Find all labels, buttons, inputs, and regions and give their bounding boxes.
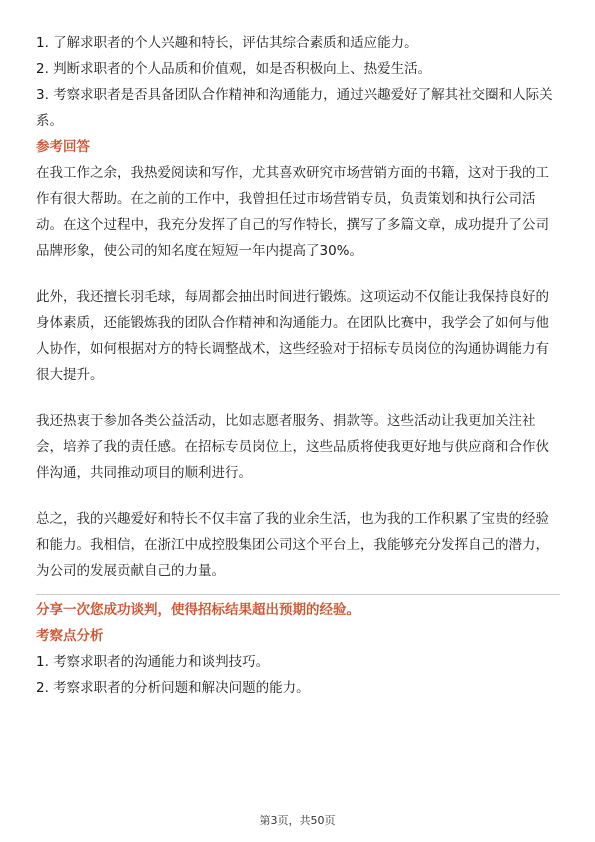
next-question-heading: 分享一次您成功谈判，使得招标结果超出预期的经验。 — [36, 602, 360, 618]
answer-paragraph: 在我工作之余，我热爱阅读和写作，尤其喜欢研究市场营销方面的书籍，这对于我的工作有很大帮助。在之前的工作中，我曾担任过市场营销专员，负责策划和执行公司活动。在这个过程中，我充分发挥了自己的写作特长，撰写了多篇文章，成功提升了公司品牌形象，使公司的知名度在短短一年内提高了30%。 — [36, 165, 549, 259]
page-number: 第3页，共50页 — [259, 814, 336, 827]
document-page — [36, 30, 560, 701]
analysis-heading: 考察点分析 — [36, 628, 104, 644]
section-divider — [36, 594, 560, 595]
list-item: 2. 判断求职者的个人品质和价值观，如是否积极向上、热爱生活。 — [36, 61, 432, 77]
list-item: 2. 考察求职者的分析问题和解决问题的能力。 — [36, 680, 310, 696]
intro-points-list — [36, 30, 560, 134]
list-item: 1. 了解求职者的个人兴趣和特长，评估其综合素质和适应能力。 — [36, 35, 418, 51]
paragraph-spacer — [36, 264, 560, 284]
analysis-points-list — [36, 649, 560, 701]
list-item: 3. 考察求职者是否具备团队合作精神和沟通能力，通过兴趣爱好了解其社交圈和人际关系。 — [36, 87, 553, 129]
answer-paragraph: 此外，我还擅长羽毛球，每周都会抽出时间进行锻炼。这项运动不仅能让我保持良好的身体素质，还能锻炼我的团队合作精神和沟通能力。在团队比赛中，我学会了如何与他人协作，如何根据对方的特长调整战术，这些经验对于招标专员岗位的沟通协调能力有很大提升。 — [36, 289, 549, 383]
answer-paragraph: 我还热衷于参加各类公益活动，比如志愿者服务、捐款等。这些活动让我更加关注社会，培养了我的责任感。在招标专员岗位上，这些品质将使我更好地与供应商和合作伙伴沟通，共同推动项目的顺利进行。 — [36, 413, 549, 481]
answer-paragraph: 总之，我的兴趣爱好和特长不仅丰富了我的业余生活，也为我的工作积累了宝贵的经验和能力。我相信，在浙江中成控股集团公司这个平台上，我能够充分发挥自己的潜力，为公司的发展贡献自己的力量。 — [36, 511, 549, 579]
list-item: 1. 考察求职者的沟通能力和谈判技巧。 — [36, 654, 270, 670]
paragraph-spacer — [36, 388, 560, 408]
reference-answer-heading: 参考回答 — [36, 139, 90, 155]
paragraph-spacer — [36, 486, 560, 506]
